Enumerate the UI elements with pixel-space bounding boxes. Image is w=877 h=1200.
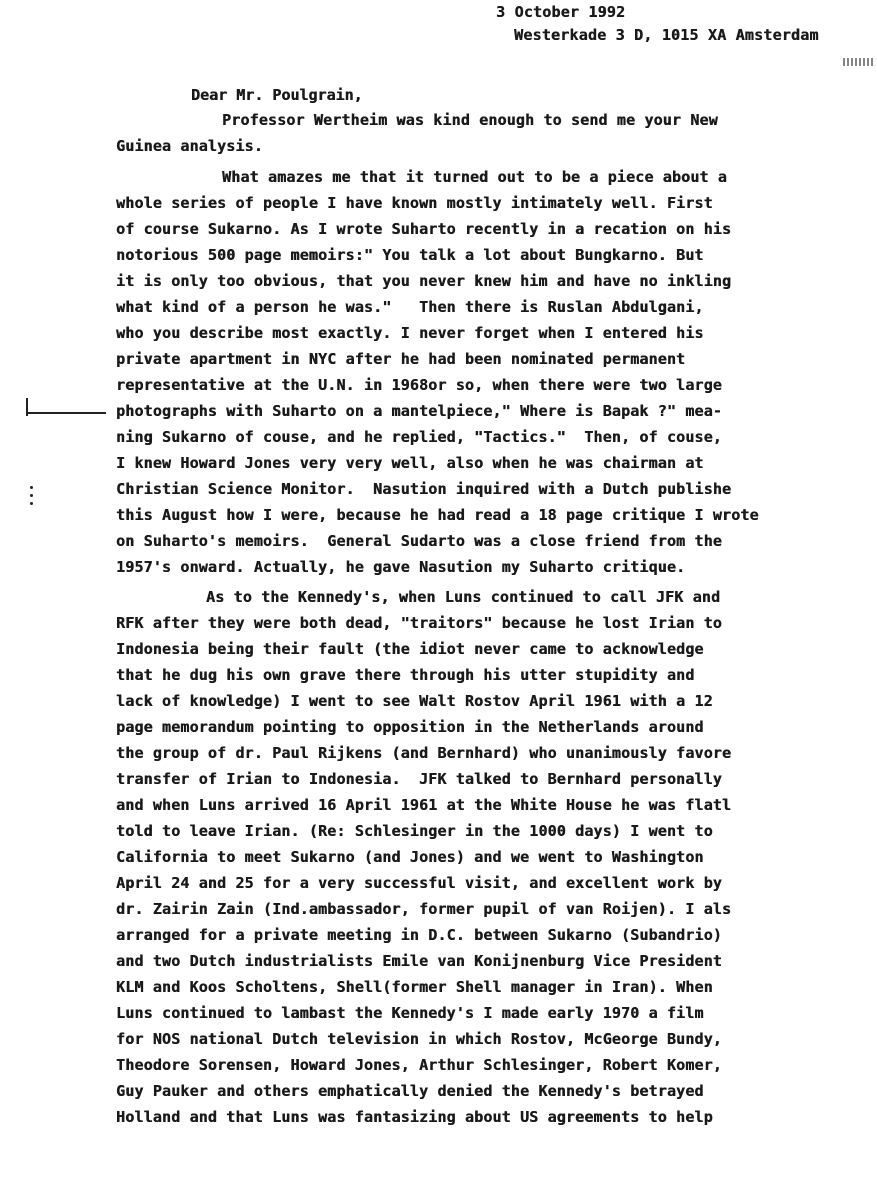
body-line: California to meet Sukarno (and Jones) and we went to Washington	[116, 848, 704, 866]
body-line: 1957's onward. Actually, he gave Nasution my Suharto critique.	[116, 558, 686, 576]
body-line: Christian Science Monitor. Nasution inquired with a Dutch publishe	[116, 480, 732, 498]
body-line: told to leave Irian. (Re: Schlesinger in the 1000 days) I went to	[116, 822, 713, 840]
margin-underline	[28, 412, 106, 414]
body-line: ning Sukarno of couse, and he replied, "Tactics." Then, of couse,	[116, 428, 722, 446]
body-line: and when Luns arrived 16 April 1961 at the White House he was flatl	[116, 796, 732, 814]
margin-tick	[26, 398, 28, 416]
body-line: dr. Zairin Zain (Ind.ambassador, former pupil of van Roijen). I als	[116, 900, 732, 918]
body-line: arranged for a private meeting in D.C. between Sukarno (Subandrio)	[116, 926, 722, 944]
body-line: this August how I were, because he had read a 18 page critique I wrote	[116, 506, 759, 524]
body-line: transfer of Irian to Indonesia. JFK talked to Bernhard personally	[116, 770, 722, 788]
body-line: What amazes me that it turned out to be a piece about a	[222, 168, 727, 186]
body-line: representative at the U.N. in 1968or so, when there were two large	[116, 376, 722, 394]
body-line: Guy Pauker and others emphatically denied the Kennedy's betrayed	[116, 1082, 704, 1100]
body-line: Luns continued to lambast the Kennedy's I made early 1970 a film	[116, 1004, 704, 1022]
body-line: As to the Kennedy's, when Luns continued to call JFK and	[206, 588, 721, 606]
body-line: Indonesia being their fault (the idiot never came to acknowledge	[116, 640, 704, 658]
body-line: Theodore Sorensen, Howard Jones, Arthur Schlesinger, Robert Komer,	[116, 1056, 722, 1074]
body-line: of course Sukarno. As I wrote Suharto recently in a recation on his	[116, 220, 732, 238]
body-line: it is only too obvious, that you never knew him and have no inkling	[116, 272, 732, 290]
body-line: who you describe most exactly. I never forget when I entered his	[116, 324, 704, 342]
body-line: Holland and that Luns was fantasizing about US agreements to help	[116, 1108, 713, 1126]
scan-artifact	[843, 58, 873, 66]
body-line: the group of dr. Paul Rijkens (and Bernhard) who unanimously favore	[116, 744, 732, 762]
sender-address: Westerkade 3 D, 1015 XA Amsterdam	[514, 26, 819, 44]
body-line: that he dug his own grave there through his utter stupidity and	[116, 666, 695, 684]
body-line: lack of knowledge) I went to see Walt Rostov April 1961 with a 12	[116, 692, 713, 710]
body-line: notorious 500 page memoirs:" You talk a lot about Bungkarno. But	[116, 246, 704, 264]
body-line: and two Dutch industrialists Emile van Konijnenburg Vice President	[116, 952, 722, 970]
body-line: Professor Wertheim was kind enough to send me your New	[222, 111, 718, 129]
body-line: page memorandum pointing to opposition in the Netherlands around	[116, 718, 704, 736]
body-line: for NOS national Dutch television in which Rostov, McGeorge Bundy,	[116, 1030, 722, 1048]
body-line: photographs with Suharto on a mantelpiece," Where is Bapak ?" mea-	[116, 402, 722, 420]
body-line: whole series of people I have known mostly intimately well. First	[116, 194, 713, 212]
salutation: Dear Mr. Poulgrain,	[191, 86, 363, 104]
body-line: I knew Howard Jones very very well, also when he was chairman at	[116, 454, 704, 472]
body-line: what kind of a person he was." Then there is Ruslan Abdulgani,	[116, 298, 704, 316]
body-line: RFK after they were both dead, "traitors" because he lost Irian to	[116, 614, 722, 632]
letter-date: 3 October 1992	[496, 3, 626, 21]
body-line: April 24 and 25 for a very successful visit, and excellent work by	[116, 874, 722, 892]
body-line: KLM and Koos Scholtens, Shell(former Shell manager in Iran). When	[116, 978, 713, 996]
margin-dots	[30, 486, 34, 506]
body-line: private apartment in NYC after he had been nominated permanent	[116, 350, 686, 368]
body-line: on Suharto's memoirs. General Sudarto was a close friend from the	[116, 532, 722, 550]
body-line: Guinea analysis.	[116, 137, 263, 155]
